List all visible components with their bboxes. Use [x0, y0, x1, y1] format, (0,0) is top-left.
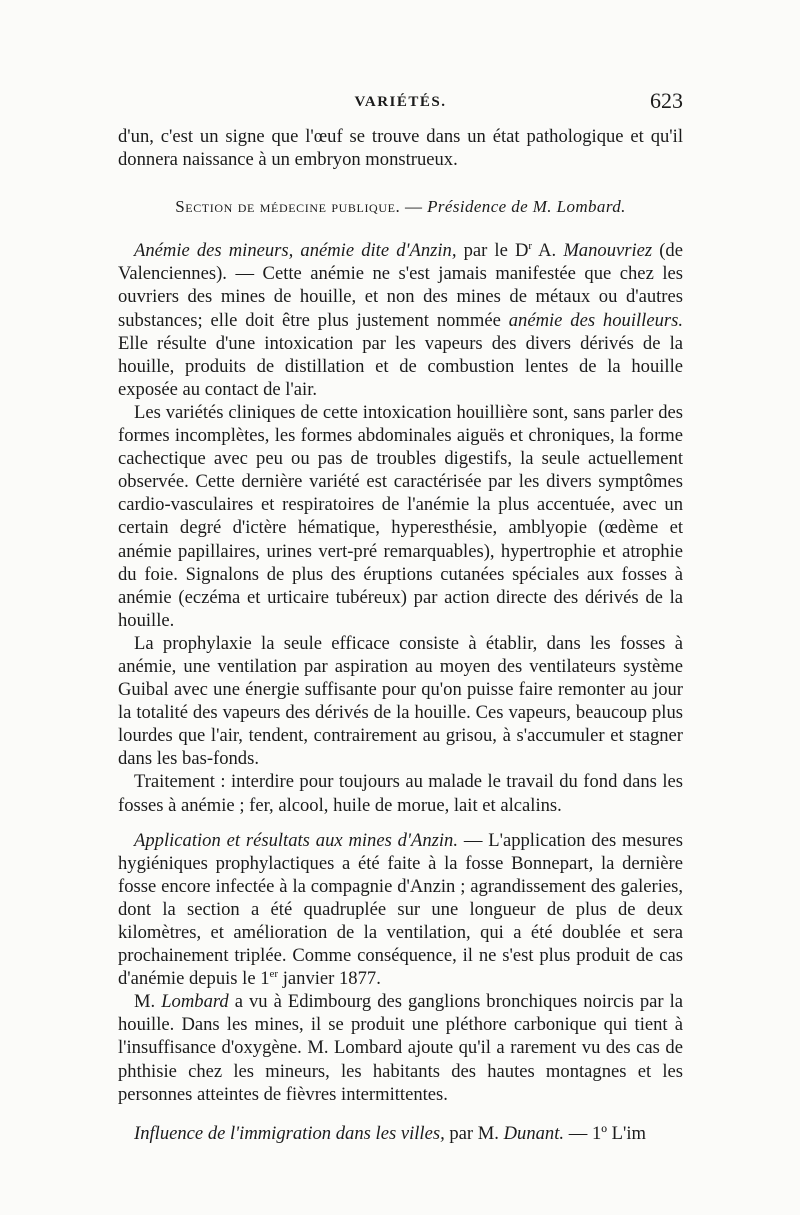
italic-term: anémie des houilleurs. — [508, 309, 683, 331]
paragraph-lombard: M. Lombard a vu à Edimbourg des ganglions bronchiques noircis par la houille. Dans les mines, il se produit une pléthore carbonique qui tient à l'insuffisance d'oxygène. M. Lombard ajoute qu'il a rarement vu des cas de phthisie chez les mineurs, les habitants des hautes montagnes et les personnes atteintes de fièvres intermittentes. — [118, 991, 683, 1105]
author-name: Manouvriez — [563, 240, 653, 262]
section-separator: — — [400, 197, 428, 217]
paragraph-anemie: Anémie des mineurs, anémie dite d'Anzin, par le $D^r$ A. Manouvriez (de Valenciennes). — Cette anémie ne s'est jamais manifestée que chez les ouvriers des mines de houille, et non des mines de métaux ou d'autres substances; elle doit être plus justement nommée anémie des houilleurs. Elle résulte d'une intoxication par les vapeurs des divers dérivés de la houille, produits de distillation et de combustion lentes de la houille exposée au contact de l'air. — [118, 240, 683, 400]
paragraph-traitement: Traitement : interdire pour toujours au malade le travail du fond dans les fosses à anémie ; fer, alcool, huile de morue, lait et alcalins. — [118, 771, 683, 816]
paper-title: Application et résultats aux mines d'Anzin. — [134, 829, 458, 851]
page-header — [118, 88, 683, 120]
paragraph-varietes: Les variétés cliniques de cette intoxication houillière sont, sans parler des formes incomplètes, les formes abdominales aiguës et chroniques, la forme cachectique avec peu ou pas de troubles digestifs, la seule actuellement observée. Cette dernière variété est caractérisée par les divers symptômes cardio-vasculaires et respiratoires de l'anémie la plus accentuée, avec un certain degré d'ictère hématique, hyperesthésie, amblyopie (œdème et anémie papillaires, urines vert-pré remarquables), hypertrophie et atrophie du foie. Signalons de plus des éruptions cutanées spéciales aux fosses à anémie (eczéma et urticaire tubéreux) par action directe des dérivés de la houille. — [118, 401, 683, 631]
paragraph-continuation: d'un, c'est un signe que l'œuf se trouve dans un état pathologique et qu'il donnera naissance à un embryon monstrueux. — [118, 126, 683, 171]
page-number: 623 — [650, 88, 683, 113]
paragraph-prophylaxie: La prophylaxie la seule efficace consiste à établir, dans les fosses à anémie, une ventilation par aspiration au moyen des ventilateurs système Guibal avec une énergie suffisante pour qu'on puisse faire remonter au jour la totalité des vapeurs des dérivés de la houille. Ces vapeurs, beaucoup plus lourdes que l'air, tendent, contrairement au grisou, à s'accumuler et stagner dans les bas-fonds. — [118, 632, 683, 770]
paragraph-application: Application et résultats aux mines d'Anzin. — L'application des mesures hygiéniques prophylactiques a été faite à la fosse Bonnepart, la dernière fosse encore infectée à la compagnie d'Anzin ; agrandissement des galeries, dont la section a été quadruplée sur une longueur de plus de deux kilomètres, et amélioration de la ventilation, qui a été doublée et sera prochainement triplée. Comme conséquence, il ne s'est plus produit de cas d'anémie depuis le 1er janvier 1877. — [118, 829, 683, 990]
author-name: Dunant. — [503, 1122, 565, 1144]
section-label: Section de médecine publique. — [175, 197, 401, 217]
paragraph-immigration: Influence de l'immigration dans les villes, par M. Dunant. — 1º L'im — [134, 1122, 646, 1144]
page-body — [118, 125, 683, 1145]
paper-title: Anémie des mineurs, anémie dite d'Anzin, — [134, 240, 457, 262]
presidence-text: Présidence de M. Lombard. — [427, 197, 626, 217]
running-title: VARIÉTÉS. — [354, 94, 447, 110]
person-name: Lombard — [161, 991, 229, 1013]
paper-title: Influence de l'immigration dans les villes, — [134, 1122, 445, 1144]
section-heading — [118, 195, 683, 218]
